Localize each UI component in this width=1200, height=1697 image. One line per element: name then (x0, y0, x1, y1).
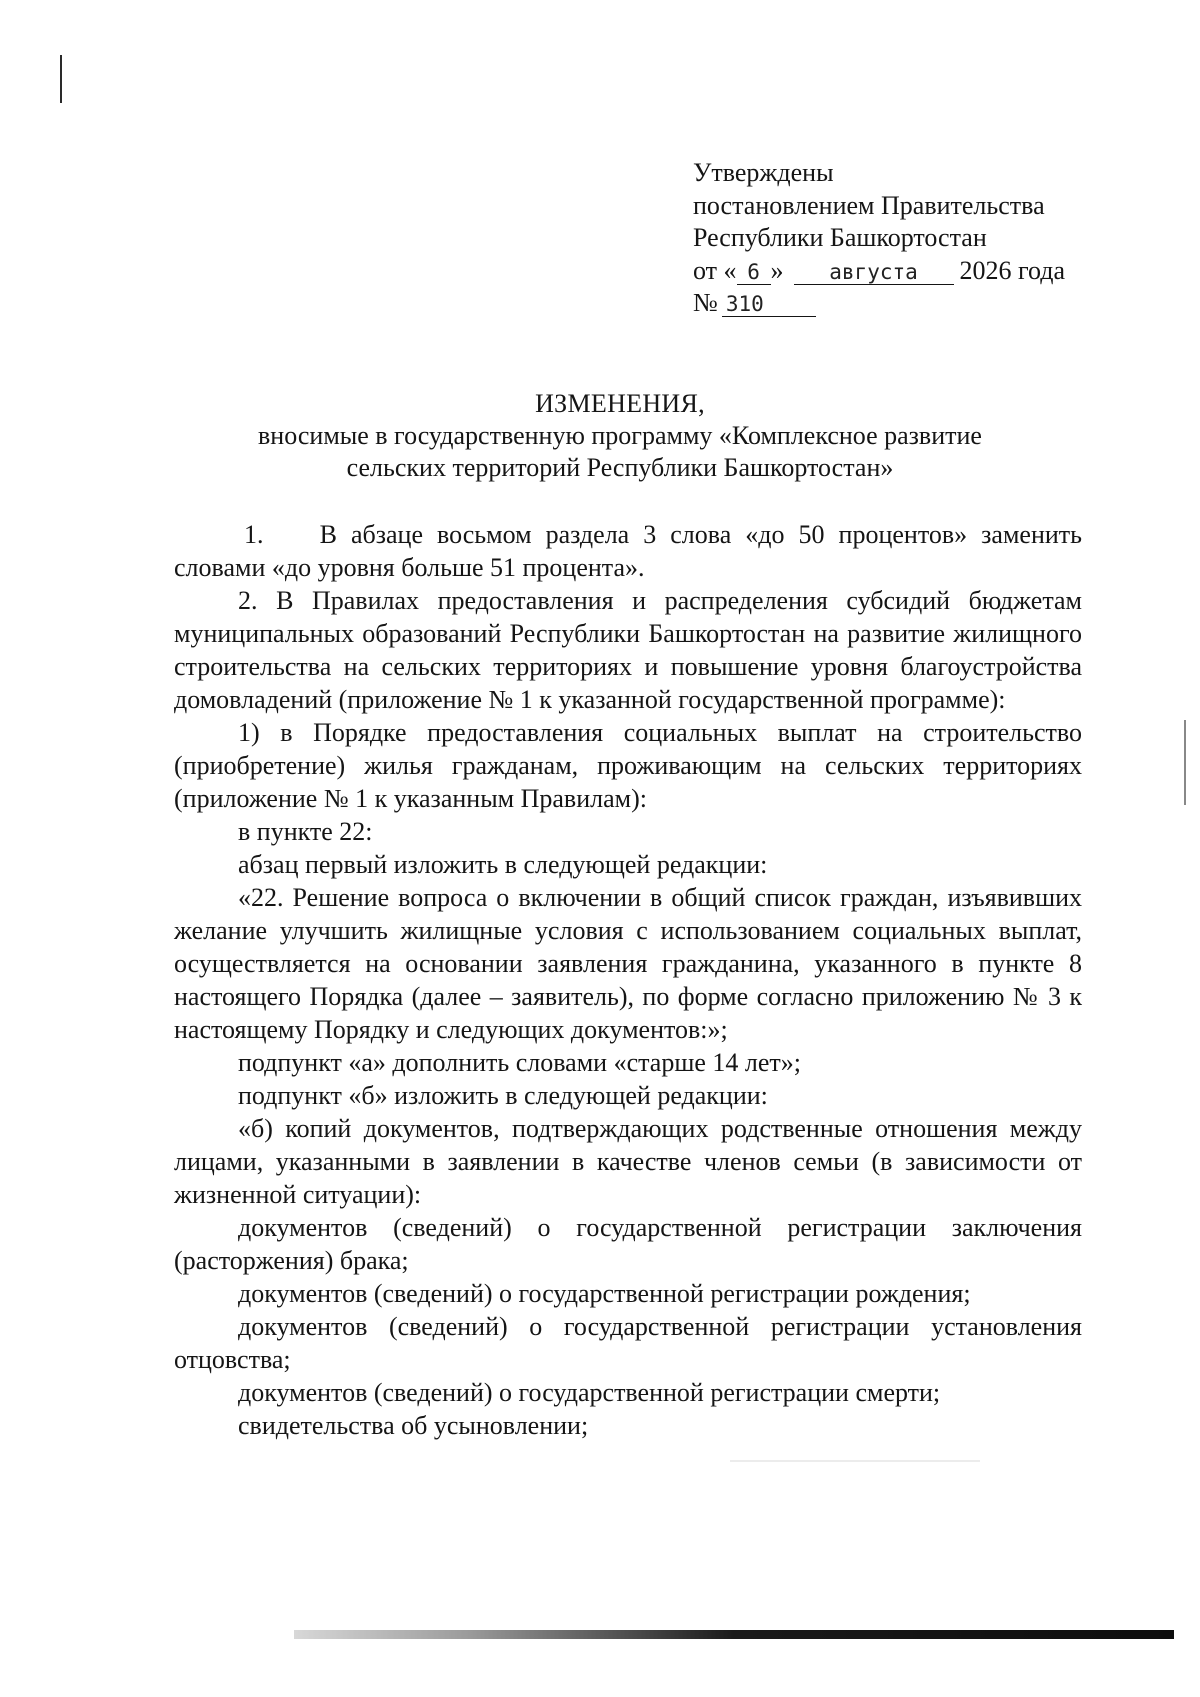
paragraph: подпункт «а» дополнить словами «старше 14 лет»; (238, 1048, 802, 1077)
paragraph: «22. Решение вопроса о включении в общий список граждан, изъявивших желание улучшить жилищные условия с использованием социальных выплат, осуществляется на основании заявления гражданина, указанного в пункте 8 настоящего Порядка (далее – заявитель), по форме согласно приложению № 3 к настоящему Порядку и следующих документов:»; (174, 883, 1082, 1044)
document-title (120, 388, 1120, 484)
approval-line: постановлением Правительства (693, 190, 1045, 220)
paragraph: свидетельства об усыновлении; (238, 1411, 589, 1440)
document-body (174, 518, 1089, 1442)
paragraph: документов (сведений) о государственной регистрации смерти; (238, 1378, 941, 1407)
title-subtitle-line: вносимые в государственную программу «Комплексное развитие (258, 421, 982, 450)
paragraph: «б) копий документов, подтверждающих родственные отношения между лицами, указанными в заявлении в качестве членов семьи (в зависимости от жизненной ситуации): (174, 1114, 1082, 1209)
paragraph: документов (сведений) о государственной регистрации заключения (расторжения) брака; (174, 1213, 1082, 1275)
paragraph: документов (сведений) о государственной регистрации установления отцовства; (174, 1312, 1082, 1374)
paragraph: подпункт «б» изложить в следующей редакции: (238, 1081, 768, 1110)
approval-block (693, 157, 1163, 320)
number-prefix: № (693, 288, 718, 317)
approval-line: Утверждены (693, 158, 834, 187)
approval-month: августа (794, 260, 954, 285)
approval-number-line (693, 287, 1163, 320)
scan-trace (730, 1460, 980, 1462)
date-mid: » (770, 255, 784, 285)
title-main: ИЗМЕНЕНИЯ, (535, 389, 705, 418)
paragraph: в пункте 22: (238, 817, 373, 846)
paragraph: 2. В Правилах предоставления и распределения субсидий бюджетам муниципальных образований Республики Башкортостан на развитие жилищного строительства на сельских территориях и повышение уровня благоустройства домовладений (приложение № 1 к указанной государственной программе): (174, 586, 1082, 714)
title-subtitle-line: сельских территорий Республики Башкортостан» (346, 453, 894, 482)
approval-day: 6 (737, 260, 771, 285)
approval-year: 2026 года (959, 255, 1066, 285)
footer-scan-rule (294, 1630, 1174, 1639)
paragraph: абзац первый изложить в следующей редакции: (238, 850, 768, 879)
scan-edge-mark (60, 55, 62, 103)
date-prefix: от « (693, 255, 737, 285)
approval-date-line (693, 255, 1163, 288)
paragraph: документов (сведений) о государственной регистрации рождения; (238, 1279, 971, 1308)
paragraph: 1. В абзаце восьмом раздела 3 слова «до 50 процентов» заменить словами «до уровня больше 51 процента». (174, 520, 1089, 582)
paragraph: 1) в Порядке предоставления социальных выплат на строительство (приобретение) жилья гражданам, проживающим на сельских территориях (приложение № 1 к указанным Правилам): (174, 718, 1082, 813)
scan-edge-mark (1184, 720, 1186, 805)
approval-number: 310 (722, 292, 816, 317)
approval-line: Республики Башкортостан (693, 223, 987, 252)
